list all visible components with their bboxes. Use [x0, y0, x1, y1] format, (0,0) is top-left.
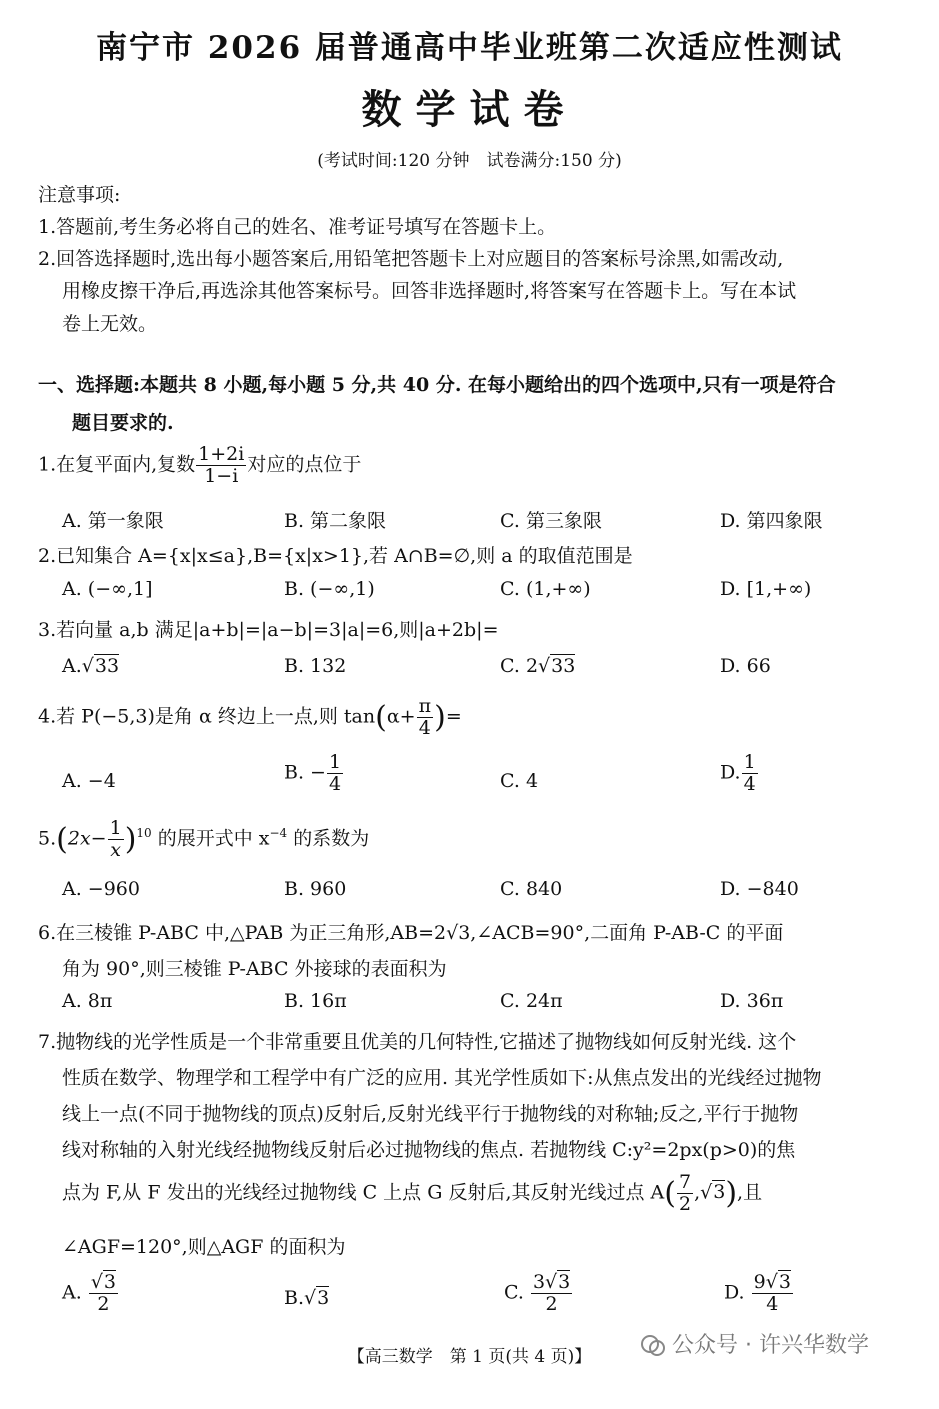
question-2: 2.已知集合 A={x|x≤a},B={x|x>1},若 A∩B=∅,则 a 的取值范围是	[38, 545, 633, 567]
question-7-line1: 7.抛物线的光学性质是一个非常重要且优美的几何特性,它描述了抛物线如何反射光线. 这个	[38, 1031, 797, 1053]
q1-option-d: D. 第四象限	[720, 510, 823, 532]
q4-prefix: 4.若 P(−5,3)是角 α 终边上一点,则 tan	[38, 705, 376, 728]
q7-d-fraction: $\frac{9√3}{4}$	[753, 1271, 791, 1315]
q3-option-c: C. 2√33	[500, 655, 576, 677]
q7-c-radicand: 3	[558, 1271, 571, 1293]
q3-c-label: C. 2	[500, 655, 539, 677]
q4-fraction-den: 4	[418, 716, 431, 739]
note-1: 1.答题前,考生务必将自己的姓名、准考证号填写在答题卡上。	[38, 216, 557, 238]
q1-prefix: 1.在复平面内,复数	[38, 453, 196, 476]
question-7-line4: 线对称轴的入射光线经抛物线反射后必过抛物线的焦点. 若抛物线 C:y²=2px(p>0)的焦	[62, 1139, 796, 1161]
question-6-line1: 6.在三棱锥 P-ABC 中,△PAB 为正三角形,AB=2√3,∠ACB=90°,二面角 P-AB-C 的平面	[38, 922, 784, 944]
q4-option-c: C. 4	[500, 770, 539, 792]
section-1-heading: 一、选择题:本题共 8 小题,每小题 5 分,共 40 分. 在每小题给出的四个选项中,只有一项是符合	[38, 374, 836, 396]
question-1	[38, 444, 361, 487]
note-2-line1: 2.回答选择题时,选出每小题答案后,用铅笔把答题卡上对应题目的答案标号涂黑,如需改动,	[38, 248, 784, 270]
q7-b-radicand: 3	[317, 1287, 330, 1309]
q7-d-radicand: 3	[778, 1271, 791, 1293]
q5-fraction-den: x	[110, 838, 121, 861]
q5-power: −4	[269, 826, 288, 841]
question-6-line2: 角为 90°,则三棱锥 P-ABC 外接球的表面积为	[62, 958, 447, 980]
q4-fraction	[417, 696, 434, 739]
q7-c-fraction: $\frac{3√3}{2}$	[532, 1271, 571, 1315]
q5-text: 的展开式中 x	[151, 827, 270, 850]
q5-option-d: D. −840	[720, 878, 799, 900]
wechat-icon	[640, 1333, 666, 1359]
q7-line5-end: ,且	[737, 1181, 763, 1204]
q7-d-coef: 9	[753, 1271, 766, 1293]
q1-suffix: 对应的点位于	[247, 453, 362, 476]
exam-title: 南宁市 2026 届普通高中毕业班第二次适应性测试	[96, 30, 843, 66]
q5-expression: 2x−	[67, 827, 107, 850]
q1-denominator: 1−i	[204, 464, 239, 487]
question-7-line5: 点为 F,从 F 发出的光线经过抛物线 C 上点 G 反射后,其反射光线过点 A( $\frac{7}{2}$ ,√3),且	[62, 1171, 763, 1215]
q6-option-b: B. 16π	[284, 990, 347, 1012]
q1-option-c: C. 第三象限	[500, 510, 602, 532]
q7-option-b: B.√3	[284, 1287, 330, 1309]
q5-option-c: C. 840	[500, 878, 563, 900]
note-2-line2: 用橡皮擦干净后,再选涂其他答案标号。回答非选择题时,将答案写在答题卡上。写在本试	[62, 280, 797, 302]
section-1-heading-cont: 题目要求的.	[72, 412, 174, 434]
q4-fraction-num: π	[418, 695, 432, 717]
q7-option-c: C. $\frac{3√3}{2}$	[504, 1271, 571, 1315]
q4-inner: α+	[386, 705, 416, 728]
q4-d-num: 1	[743, 751, 756, 773]
q4-b-num: 1	[328, 751, 342, 773]
question-7-line6: ∠AGF=120°,则△AGF 的面积为	[62, 1236, 346, 1258]
q5-option-a: A. −960	[62, 878, 140, 900]
q4-suffix: =	[445, 705, 462, 728]
q7-a-fraction: $\frac{√3}{2}$	[90, 1271, 117, 1315]
notes-heading: 注意事项:	[38, 184, 121, 206]
q7-point-den: 2	[678, 1192, 692, 1215]
q5-option-b: B. 960	[284, 878, 347, 900]
question-7-line3: 线上一点(不同于抛物线的顶点)反射后,反射光线平行于抛物线的对称轴;反之,平行于抛物	[62, 1103, 799, 1125]
question-3: 3.若向量 a,b 满足|a+b|=|a−b|=3|a|=6,则|a+2b|=	[38, 619, 499, 641]
q4-d-fraction	[742, 752, 758, 795]
q7-point-radicand: 3	[713, 1181, 726, 1204]
q4-option-b	[284, 752, 344, 795]
q5-number: 5.	[38, 827, 57, 850]
q4-option-a: A. −4	[62, 770, 116, 792]
watermark	[640, 1328, 869, 1359]
q1-option-b: B. 第二象限	[284, 510, 387, 532]
q3-a-label: A.	[62, 655, 82, 677]
q1-option-a: A. 第一象限	[62, 510, 164, 532]
q7-c-coef: 3	[532, 1271, 546, 1293]
q7-option-d: D. $\frac{9√3}{4}$	[724, 1271, 791, 1315]
q7-point-fraction	[677, 1172, 693, 1215]
watermark-text: 公众号 · 许兴华数学	[672, 1333, 869, 1358]
q5-fraction-num: 1	[109, 817, 122, 839]
q7-a-radicand: 3	[103, 1271, 117, 1293]
page-footer: 【高三数学 第 1 页(共 4 页)】	[347, 1347, 592, 1367]
q3-option-a: A.√33	[62, 655, 120, 677]
question-5: 5.(2x− $\frac{1}{x}$ )$^{10}$ 的展开式中 $x^{-4}$ 的系数为	[38, 817, 370, 861]
q3-option-b: B. 132	[284, 655, 347, 677]
note-2-line3: 卷上无效。	[62, 313, 158, 335]
q7-option-a: A. $\frac{√3}{2}$	[62, 1271, 117, 1315]
q1-fraction	[196, 444, 246, 487]
q5-text-end: 的系数为	[287, 827, 370, 850]
q5-fraction	[108, 818, 124, 861]
q2-option-d: D. [1,+∞)	[720, 578, 812, 600]
q4-b-label: B. −	[284, 761, 326, 784]
q7-c-den: 2	[545, 1292, 558, 1315]
exam-info: (考试时间:120 分钟 试卷满分:150 分)	[317, 151, 622, 171]
q7-point-num: 7	[678, 1171, 692, 1193]
q4-b-den: 4	[328, 772, 342, 795]
question-4: 4.若 P(−5,3)是角 α 终边上一点,则 tan(α+ $\frac{\pi}{4}$ )=	[38, 695, 462, 739]
q2-option-b: B. (−∞,1)	[284, 578, 375, 600]
q3-c-radicand: 33	[551, 655, 576, 677]
q3-a-radicand: 33	[94, 655, 120, 677]
q6-option-c: C. 24π	[500, 990, 563, 1012]
q4-d-den: 4	[743, 772, 756, 795]
q4-b-fraction	[327, 752, 343, 795]
q4-d-label: D.	[720, 761, 741, 784]
q7-d-den: 4	[766, 1292, 779, 1315]
question-7-line2: 性质在数学、物理学和工程学中有广泛的应用. 其光学性质如下:从焦点发出的光线经过抛物	[62, 1067, 822, 1089]
q7-a-den: 2	[97, 1292, 110, 1315]
q6-option-d: D. 36π	[720, 990, 784, 1012]
subject-title: 数学试卷	[361, 86, 578, 133]
q2-option-a: A. (−∞,1]	[62, 578, 153, 600]
q7-line5-text: 点为 F,从 F 发出的光线经过抛物线 C 上点 G 反射后,其反射光线过点 A	[62, 1181, 665, 1204]
q5-exponent: 10	[136, 826, 152, 841]
q4-option-d	[720, 752, 759, 795]
q6-option-a: A. 8π	[62, 990, 113, 1012]
q2-option-c: C. (1,+∞)	[500, 578, 591, 600]
q1-numerator: 1+2i	[198, 443, 245, 465]
q3-option-d: D. 66	[720, 655, 771, 677]
